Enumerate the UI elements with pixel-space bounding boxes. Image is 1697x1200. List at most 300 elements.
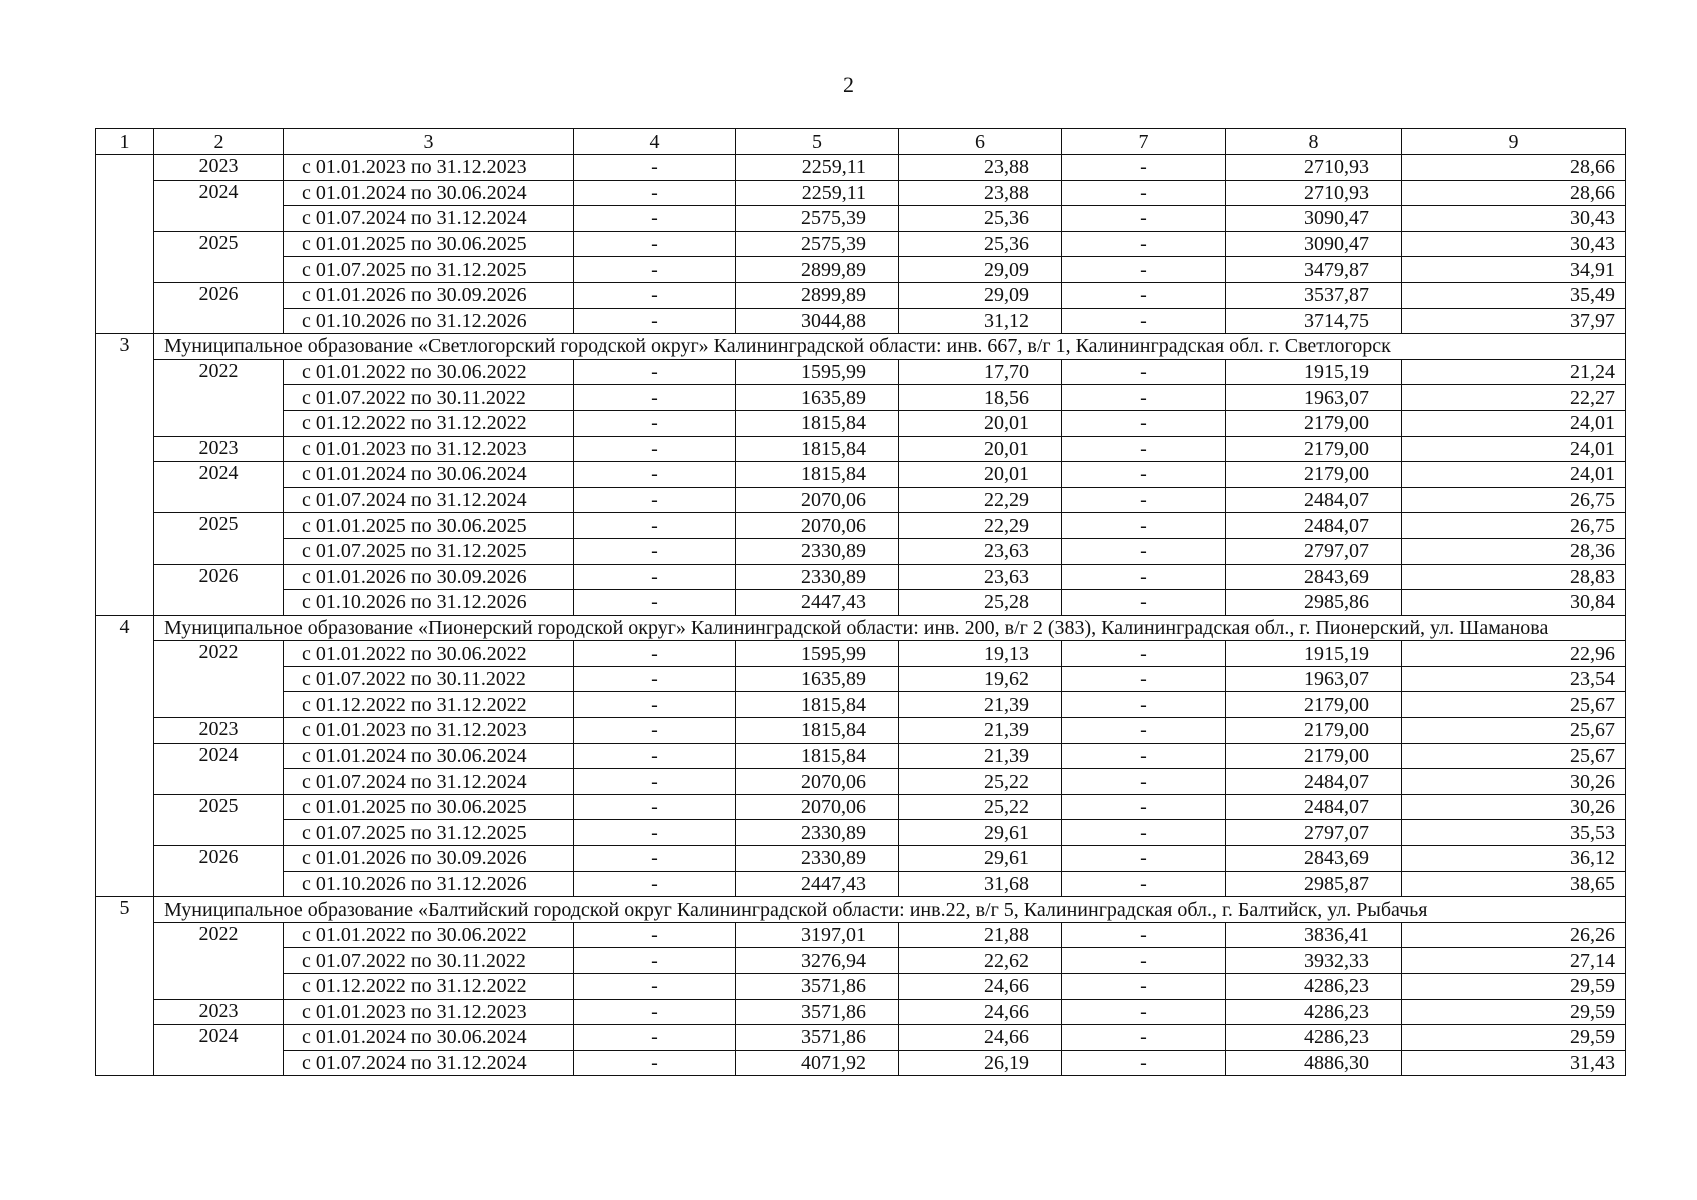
group-number: 3 (96, 334, 154, 616)
table-row (96, 385, 1626, 411)
col7-cell: - (1062, 718, 1226, 744)
col5-cell: 2070,06 (736, 487, 899, 513)
col8-cell: 2179,00 (1226, 436, 1402, 462)
col5-cell: 2447,43 (736, 871, 899, 897)
period-cell: с 01.10.2026 по 31.12.2026 (284, 871, 574, 897)
table-row (96, 692, 1626, 718)
table-row (96, 794, 1626, 820)
col9-cell: 30,26 (1402, 794, 1626, 820)
year-cell: 2023 (154, 718, 284, 744)
table-row (96, 743, 1626, 769)
col6-cell: 31,12 (899, 308, 1062, 334)
col7-cell: - (1062, 257, 1226, 283)
col9-cell: 26,75 (1402, 513, 1626, 539)
period-cell: с 01.01.2026 по 30.09.2026 (284, 846, 574, 872)
group-title: Муниципальное образование «Балтийский городской округ Калининградской области: инв.22, в/г 5, Калининградская обл., г. Балтийск, ул. Рыбачья (154, 897, 1626, 923)
table-row (96, 487, 1626, 513)
year-cell: 2024 (154, 743, 284, 794)
column-header: 3 (284, 129, 574, 155)
col4-cell: - (574, 871, 736, 897)
col8-cell: 2179,00 (1226, 743, 1402, 769)
col4-cell: - (574, 308, 736, 334)
year-cell: 2026 (154, 846, 284, 897)
col5-cell: 1595,99 (736, 359, 899, 385)
col9-cell: 30,43 (1402, 231, 1626, 257)
col8-cell: 2985,86 (1226, 590, 1402, 616)
col9-cell: 22,96 (1402, 641, 1626, 667)
column-header: 6 (899, 129, 1062, 155)
col7-cell: - (1062, 462, 1226, 488)
year-cell: 2026 (154, 564, 284, 615)
col6-cell: 21,39 (899, 692, 1062, 718)
col4-cell: - (574, 257, 736, 283)
year-cell: 2023 (154, 999, 284, 1025)
col7-cell: - (1062, 1025, 1226, 1051)
col5-cell: 2899,89 (736, 282, 899, 308)
col6-cell: 25,36 (899, 231, 1062, 257)
period-cell: с 01.07.2025 по 31.12.2025 (284, 538, 574, 564)
col6-cell: 17,70 (899, 359, 1062, 385)
col5-cell: 2259,11 (736, 155, 899, 181)
table-row (96, 564, 1626, 590)
col8-cell: 3479,87 (1226, 257, 1402, 283)
period-cell: с 01.01.2022 по 30.06.2022 (284, 641, 574, 667)
table-row (96, 462, 1626, 488)
table-row (96, 282, 1626, 308)
table-row (96, 1050, 1626, 1076)
col8-cell: 2484,07 (1226, 487, 1402, 513)
col7-cell: - (1062, 743, 1226, 769)
column-header: 4 (574, 129, 736, 155)
table-row (96, 974, 1626, 1000)
year-cell: 2024 (154, 1025, 284, 1076)
col5-cell: 2330,89 (736, 538, 899, 564)
col4-cell: - (574, 1050, 736, 1076)
col7-cell: - (1062, 538, 1226, 564)
period-cell: с 01.01.2023 по 31.12.2023 (284, 436, 574, 462)
col6-cell: 29,61 (899, 820, 1062, 846)
col5-cell: 3571,86 (736, 999, 899, 1025)
table-row (96, 257, 1626, 283)
col8-cell: 1915,19 (1226, 641, 1402, 667)
col7-cell: - (1062, 974, 1226, 1000)
col8-cell: 2797,07 (1226, 538, 1402, 564)
col5-cell: 2070,06 (736, 794, 899, 820)
col8-cell: 3090,47 (1226, 206, 1402, 232)
col9-cell: 23,54 (1402, 666, 1626, 692)
period-cell: с 01.12.2022 по 31.12.2022 (284, 692, 574, 718)
col5-cell: 2575,39 (736, 231, 899, 257)
col5-cell: 2070,06 (736, 513, 899, 539)
table-row (96, 922, 1626, 948)
col8-cell: 4286,23 (1226, 1025, 1402, 1051)
col5-cell: 3044,88 (736, 308, 899, 334)
col9-cell: 30,26 (1402, 769, 1626, 795)
col6-cell: 22,29 (899, 513, 1062, 539)
col8-cell: 2843,69 (1226, 846, 1402, 872)
group-number (96, 155, 154, 334)
col4-cell: - (574, 436, 736, 462)
col5-cell: 3276,94 (736, 948, 899, 974)
col7-cell: - (1062, 692, 1226, 718)
col6-cell: 25,36 (899, 206, 1062, 232)
col4-cell: - (574, 282, 736, 308)
group-title: Муниципальное образование «Светлогорский городской округ» Калининградской области: инв. 667, в/г 1, Калининградская обл. г. Светлогорск (154, 334, 1626, 360)
col5-cell: 1815,84 (736, 692, 899, 718)
col5-cell: 2259,11 (736, 180, 899, 206)
col9-cell: 29,59 (1402, 974, 1626, 1000)
col5-cell: 1815,84 (736, 410, 899, 436)
year-cell: 2025 (154, 794, 284, 845)
col9-cell: 24,01 (1402, 436, 1626, 462)
col6-cell: 19,13 (899, 641, 1062, 667)
year-cell: 2022 (154, 922, 284, 999)
period-cell: с 01.01.2026 по 30.09.2026 (284, 564, 574, 590)
col9-cell: 36,12 (1402, 846, 1626, 872)
col6-cell: 22,62 (899, 948, 1062, 974)
table-row (96, 308, 1626, 334)
col4-cell: - (574, 359, 736, 385)
col4-cell: - (574, 538, 736, 564)
table-row (96, 718, 1626, 744)
period-cell: с 01.01.2024 по 30.06.2024 (284, 743, 574, 769)
col6-cell: 24,66 (899, 1025, 1062, 1051)
col6-cell: 29,09 (899, 257, 1062, 283)
period-cell: с 01.07.2024 по 31.12.2024 (284, 206, 574, 232)
col5-cell: 2899,89 (736, 257, 899, 283)
col9-cell: 35,49 (1402, 282, 1626, 308)
column-header: 9 (1402, 129, 1626, 155)
table-row (96, 410, 1626, 436)
table-row (96, 206, 1626, 232)
col8-cell: 2843,69 (1226, 564, 1402, 590)
col9-cell: 29,59 (1402, 1025, 1626, 1051)
col6-cell: 20,01 (899, 462, 1062, 488)
column-header: 7 (1062, 129, 1226, 155)
col4-cell: - (574, 692, 736, 718)
period-cell: с 01.07.2022 по 30.11.2022 (284, 385, 574, 411)
col6-cell: 26,19 (899, 1050, 1062, 1076)
table-row (96, 999, 1626, 1025)
col5-cell: 2330,89 (736, 564, 899, 590)
period-cell: с 01.12.2022 по 31.12.2022 (284, 410, 574, 436)
col7-cell: - (1062, 180, 1226, 206)
col9-cell: 27,14 (1402, 948, 1626, 974)
col6-cell: 25,28 (899, 590, 1062, 616)
period-cell: с 01.01.2023 по 31.12.2023 (284, 999, 574, 1025)
col9-cell: 37,97 (1402, 308, 1626, 334)
col5-cell: 1635,89 (736, 666, 899, 692)
period-cell: с 01.07.2022 по 30.11.2022 (284, 948, 574, 974)
col4-cell: - (574, 564, 736, 590)
col7-cell: - (1062, 846, 1226, 872)
col9-cell: 25,67 (1402, 718, 1626, 744)
col8-cell: 2797,07 (1226, 820, 1402, 846)
table-row (96, 180, 1626, 206)
col4-cell: - (574, 513, 736, 539)
col9-cell: 24,01 (1402, 410, 1626, 436)
col7-cell: - (1062, 999, 1226, 1025)
col7-cell: - (1062, 820, 1226, 846)
table-row (96, 769, 1626, 795)
period-cell: с 01.07.2024 по 31.12.2024 (284, 1050, 574, 1076)
col5-cell: 1595,99 (736, 641, 899, 667)
col4-cell: - (574, 666, 736, 692)
year-cell: 2026 (154, 282, 284, 333)
column-number-row (96, 129, 1626, 155)
table-row (96, 513, 1626, 539)
col7-cell: - (1062, 359, 1226, 385)
col4-cell: - (574, 180, 736, 206)
col7-cell: - (1062, 155, 1226, 181)
col9-cell: 38,65 (1402, 871, 1626, 897)
period-cell: с 01.10.2026 по 31.12.2026 (284, 590, 574, 616)
col6-cell: 23,63 (899, 538, 1062, 564)
col4-cell: - (574, 385, 736, 411)
col7-cell: - (1062, 1050, 1226, 1076)
col4-cell: - (574, 1025, 736, 1051)
period-cell: с 01.01.2022 по 30.06.2022 (284, 359, 574, 385)
col9-cell: 35,53 (1402, 820, 1626, 846)
col8-cell: 2484,07 (1226, 513, 1402, 539)
col6-cell: 20,01 (899, 410, 1062, 436)
table-row (96, 846, 1626, 872)
year-cell: 2025 (154, 231, 284, 282)
table-row (96, 436, 1626, 462)
col6-cell: 22,29 (899, 487, 1062, 513)
col7-cell: - (1062, 666, 1226, 692)
col6-cell: 29,61 (899, 846, 1062, 872)
col4-cell: - (574, 948, 736, 974)
col7-cell: - (1062, 436, 1226, 462)
col4-cell: - (574, 487, 736, 513)
tariff-table (95, 128, 1626, 1076)
col5-cell: 3571,86 (736, 974, 899, 1000)
period-cell: с 01.07.2024 по 31.12.2024 (284, 769, 574, 795)
col4-cell: - (574, 590, 736, 616)
table-row (96, 538, 1626, 564)
col4-cell: - (574, 231, 736, 257)
col8-cell: 3090,47 (1226, 231, 1402, 257)
col8-cell: 1915,19 (1226, 359, 1402, 385)
col8-cell: 4886,30 (1226, 1050, 1402, 1076)
col6-cell: 25,22 (899, 794, 1062, 820)
period-cell: с 01.07.2022 по 30.11.2022 (284, 666, 574, 692)
col4-cell: - (574, 462, 736, 488)
col9-cell: 21,24 (1402, 359, 1626, 385)
col4-cell: - (574, 820, 736, 846)
col4-cell: - (574, 155, 736, 181)
period-cell: с 01.07.2025 по 31.12.2025 (284, 820, 574, 846)
col9-cell: 34,91 (1402, 257, 1626, 283)
period-cell: с 01.01.2025 по 30.06.2025 (284, 513, 574, 539)
col8-cell: 3714,75 (1226, 308, 1402, 334)
col9-cell: 28,36 (1402, 538, 1626, 564)
table-row (96, 359, 1626, 385)
group-number: 4 (96, 615, 154, 897)
year-cell: 2024 (154, 180, 284, 231)
period-cell: с 01.01.2024 по 30.06.2024 (284, 180, 574, 206)
col5-cell: 2330,89 (736, 820, 899, 846)
col5-cell: 3197,01 (736, 922, 899, 948)
col6-cell: 23,63 (899, 564, 1062, 590)
col9-cell: 24,01 (1402, 462, 1626, 488)
table-row (96, 820, 1626, 846)
col4-cell: - (574, 846, 736, 872)
col7-cell: - (1062, 282, 1226, 308)
col6-cell: 29,09 (899, 282, 1062, 308)
col7-cell: - (1062, 206, 1226, 232)
table-row (96, 590, 1626, 616)
col5-cell: 3571,86 (736, 1025, 899, 1051)
col4-cell: - (574, 718, 736, 744)
col6-cell: 18,56 (899, 385, 1062, 411)
col5-cell: 1815,84 (736, 436, 899, 462)
col7-cell: - (1062, 590, 1226, 616)
col6-cell: 20,01 (899, 436, 1062, 462)
col7-cell: - (1062, 641, 1226, 667)
col9-cell: 25,67 (1402, 743, 1626, 769)
period-cell: с 01.01.2023 по 31.12.2023 (284, 718, 574, 744)
col9-cell: 26,26 (1402, 922, 1626, 948)
col8-cell: 2710,93 (1226, 155, 1402, 181)
col8-cell: 2484,07 (1226, 794, 1402, 820)
col9-cell: 29,59 (1402, 999, 1626, 1025)
col8-cell: 3836,41 (1226, 922, 1402, 948)
period-cell: с 01.01.2023 по 31.12.2023 (284, 155, 574, 181)
col7-cell: - (1062, 385, 1226, 411)
col6-cell: 23,88 (899, 180, 1062, 206)
col8-cell: 2985,87 (1226, 871, 1402, 897)
col6-cell: 25,22 (899, 769, 1062, 795)
col4-cell: - (574, 922, 736, 948)
column-header: 2 (154, 129, 284, 155)
col7-cell: - (1062, 948, 1226, 974)
col5-cell: 1635,89 (736, 385, 899, 411)
period-cell: с 01.01.2025 по 30.06.2025 (284, 231, 574, 257)
col7-cell: - (1062, 871, 1226, 897)
table-row (96, 666, 1626, 692)
col5-cell: 1815,84 (736, 462, 899, 488)
col5-cell: 2070,06 (736, 769, 899, 795)
col8-cell: 3932,33 (1226, 948, 1402, 974)
col8-cell: 2179,00 (1226, 692, 1402, 718)
col8-cell: 1963,07 (1226, 666, 1402, 692)
period-cell: с 01.01.2025 по 30.06.2025 (284, 794, 574, 820)
col6-cell: 21,39 (899, 743, 1062, 769)
table-row (96, 948, 1626, 974)
col9-cell: 30,84 (1402, 590, 1626, 616)
period-cell: с 01.01.2024 по 30.06.2024 (284, 1025, 574, 1051)
year-cell: 2022 (154, 641, 284, 718)
col9-cell: 26,75 (1402, 487, 1626, 513)
table-row (96, 641, 1626, 667)
col5-cell: 2447,43 (736, 590, 899, 616)
table-row (96, 231, 1626, 257)
col6-cell: 23,88 (899, 155, 1062, 181)
col6-cell: 31,68 (899, 871, 1062, 897)
table-row (96, 1025, 1626, 1051)
col7-cell: - (1062, 564, 1226, 590)
period-cell: с 01.07.2025 по 31.12.2025 (284, 257, 574, 283)
table-body (96, 129, 1626, 1076)
col6-cell: 24,66 (899, 999, 1062, 1025)
col8-cell: 4286,23 (1226, 999, 1402, 1025)
column-header: 1 (96, 129, 154, 155)
period-cell: с 01.01.2024 по 30.06.2024 (284, 462, 574, 488)
col8-cell: 2484,07 (1226, 769, 1402, 795)
col4-cell: - (574, 999, 736, 1025)
col5-cell: 4071,92 (736, 1050, 899, 1076)
col5-cell: 2330,89 (736, 846, 899, 872)
col9-cell: 31,43 (1402, 1050, 1626, 1076)
column-header: 8 (1226, 129, 1402, 155)
period-cell: с 01.01.2022 по 30.06.2022 (284, 922, 574, 948)
table-row (96, 155, 1626, 181)
period-cell: с 01.12.2022 по 31.12.2022 (284, 974, 574, 1000)
year-cell: 2022 (154, 359, 284, 436)
col8-cell: 2710,93 (1226, 180, 1402, 206)
col6-cell: 24,66 (899, 974, 1062, 1000)
year-cell: 2023 (154, 155, 284, 181)
col8-cell: 2179,00 (1226, 410, 1402, 436)
col7-cell: - (1062, 513, 1226, 539)
period-cell: с 01.10.2026 по 31.12.2026 (284, 308, 574, 334)
group-number: 5 (96, 897, 154, 1076)
col5-cell: 1815,84 (736, 718, 899, 744)
col4-cell: - (574, 206, 736, 232)
col8-cell: 3537,87 (1226, 282, 1402, 308)
col8-cell: 2179,00 (1226, 718, 1402, 744)
period-cell: с 01.07.2024 по 31.12.2024 (284, 487, 574, 513)
col6-cell: 21,39 (899, 718, 1062, 744)
col4-cell: - (574, 769, 736, 795)
section-row (96, 897, 1626, 923)
col5-cell: 1815,84 (736, 743, 899, 769)
period-cell: с 01.01.2026 по 30.09.2026 (284, 282, 574, 308)
col5-cell: 2575,39 (736, 206, 899, 232)
col7-cell: - (1062, 769, 1226, 795)
col7-cell: - (1062, 794, 1226, 820)
col7-cell: - (1062, 308, 1226, 334)
col4-cell: - (574, 743, 736, 769)
col9-cell: 28,66 (1402, 180, 1626, 206)
year-cell: 2023 (154, 436, 284, 462)
page-number: 2 (843, 72, 854, 97)
year-cell: 2025 (154, 513, 284, 564)
col7-cell: - (1062, 410, 1226, 436)
col4-cell: - (574, 410, 736, 436)
col9-cell: 25,67 (1402, 692, 1626, 718)
col9-cell: 30,43 (1402, 206, 1626, 232)
col4-cell: - (574, 794, 736, 820)
section-row (96, 615, 1626, 641)
column-header: 5 (736, 129, 899, 155)
col9-cell: 28,66 (1402, 155, 1626, 181)
col9-cell: 28,83 (1402, 564, 1626, 590)
group-title: Муниципальное образование «Пионерский городской округ» Калининградской области: инв. 200, в/г 2 (383), Калининградская обл., г. Пионерский, ул. Шаманова (154, 615, 1626, 641)
section-row (96, 334, 1626, 360)
table-row (96, 871, 1626, 897)
col8-cell: 4286,23 (1226, 974, 1402, 1000)
col9-cell: 22,27 (1402, 385, 1626, 411)
col8-cell: 2179,00 (1226, 462, 1402, 488)
col4-cell: - (574, 641, 736, 667)
col4-cell: - (574, 974, 736, 1000)
col6-cell: 19,62 (899, 666, 1062, 692)
col8-cell: 1963,07 (1226, 385, 1402, 411)
col7-cell: - (1062, 487, 1226, 513)
